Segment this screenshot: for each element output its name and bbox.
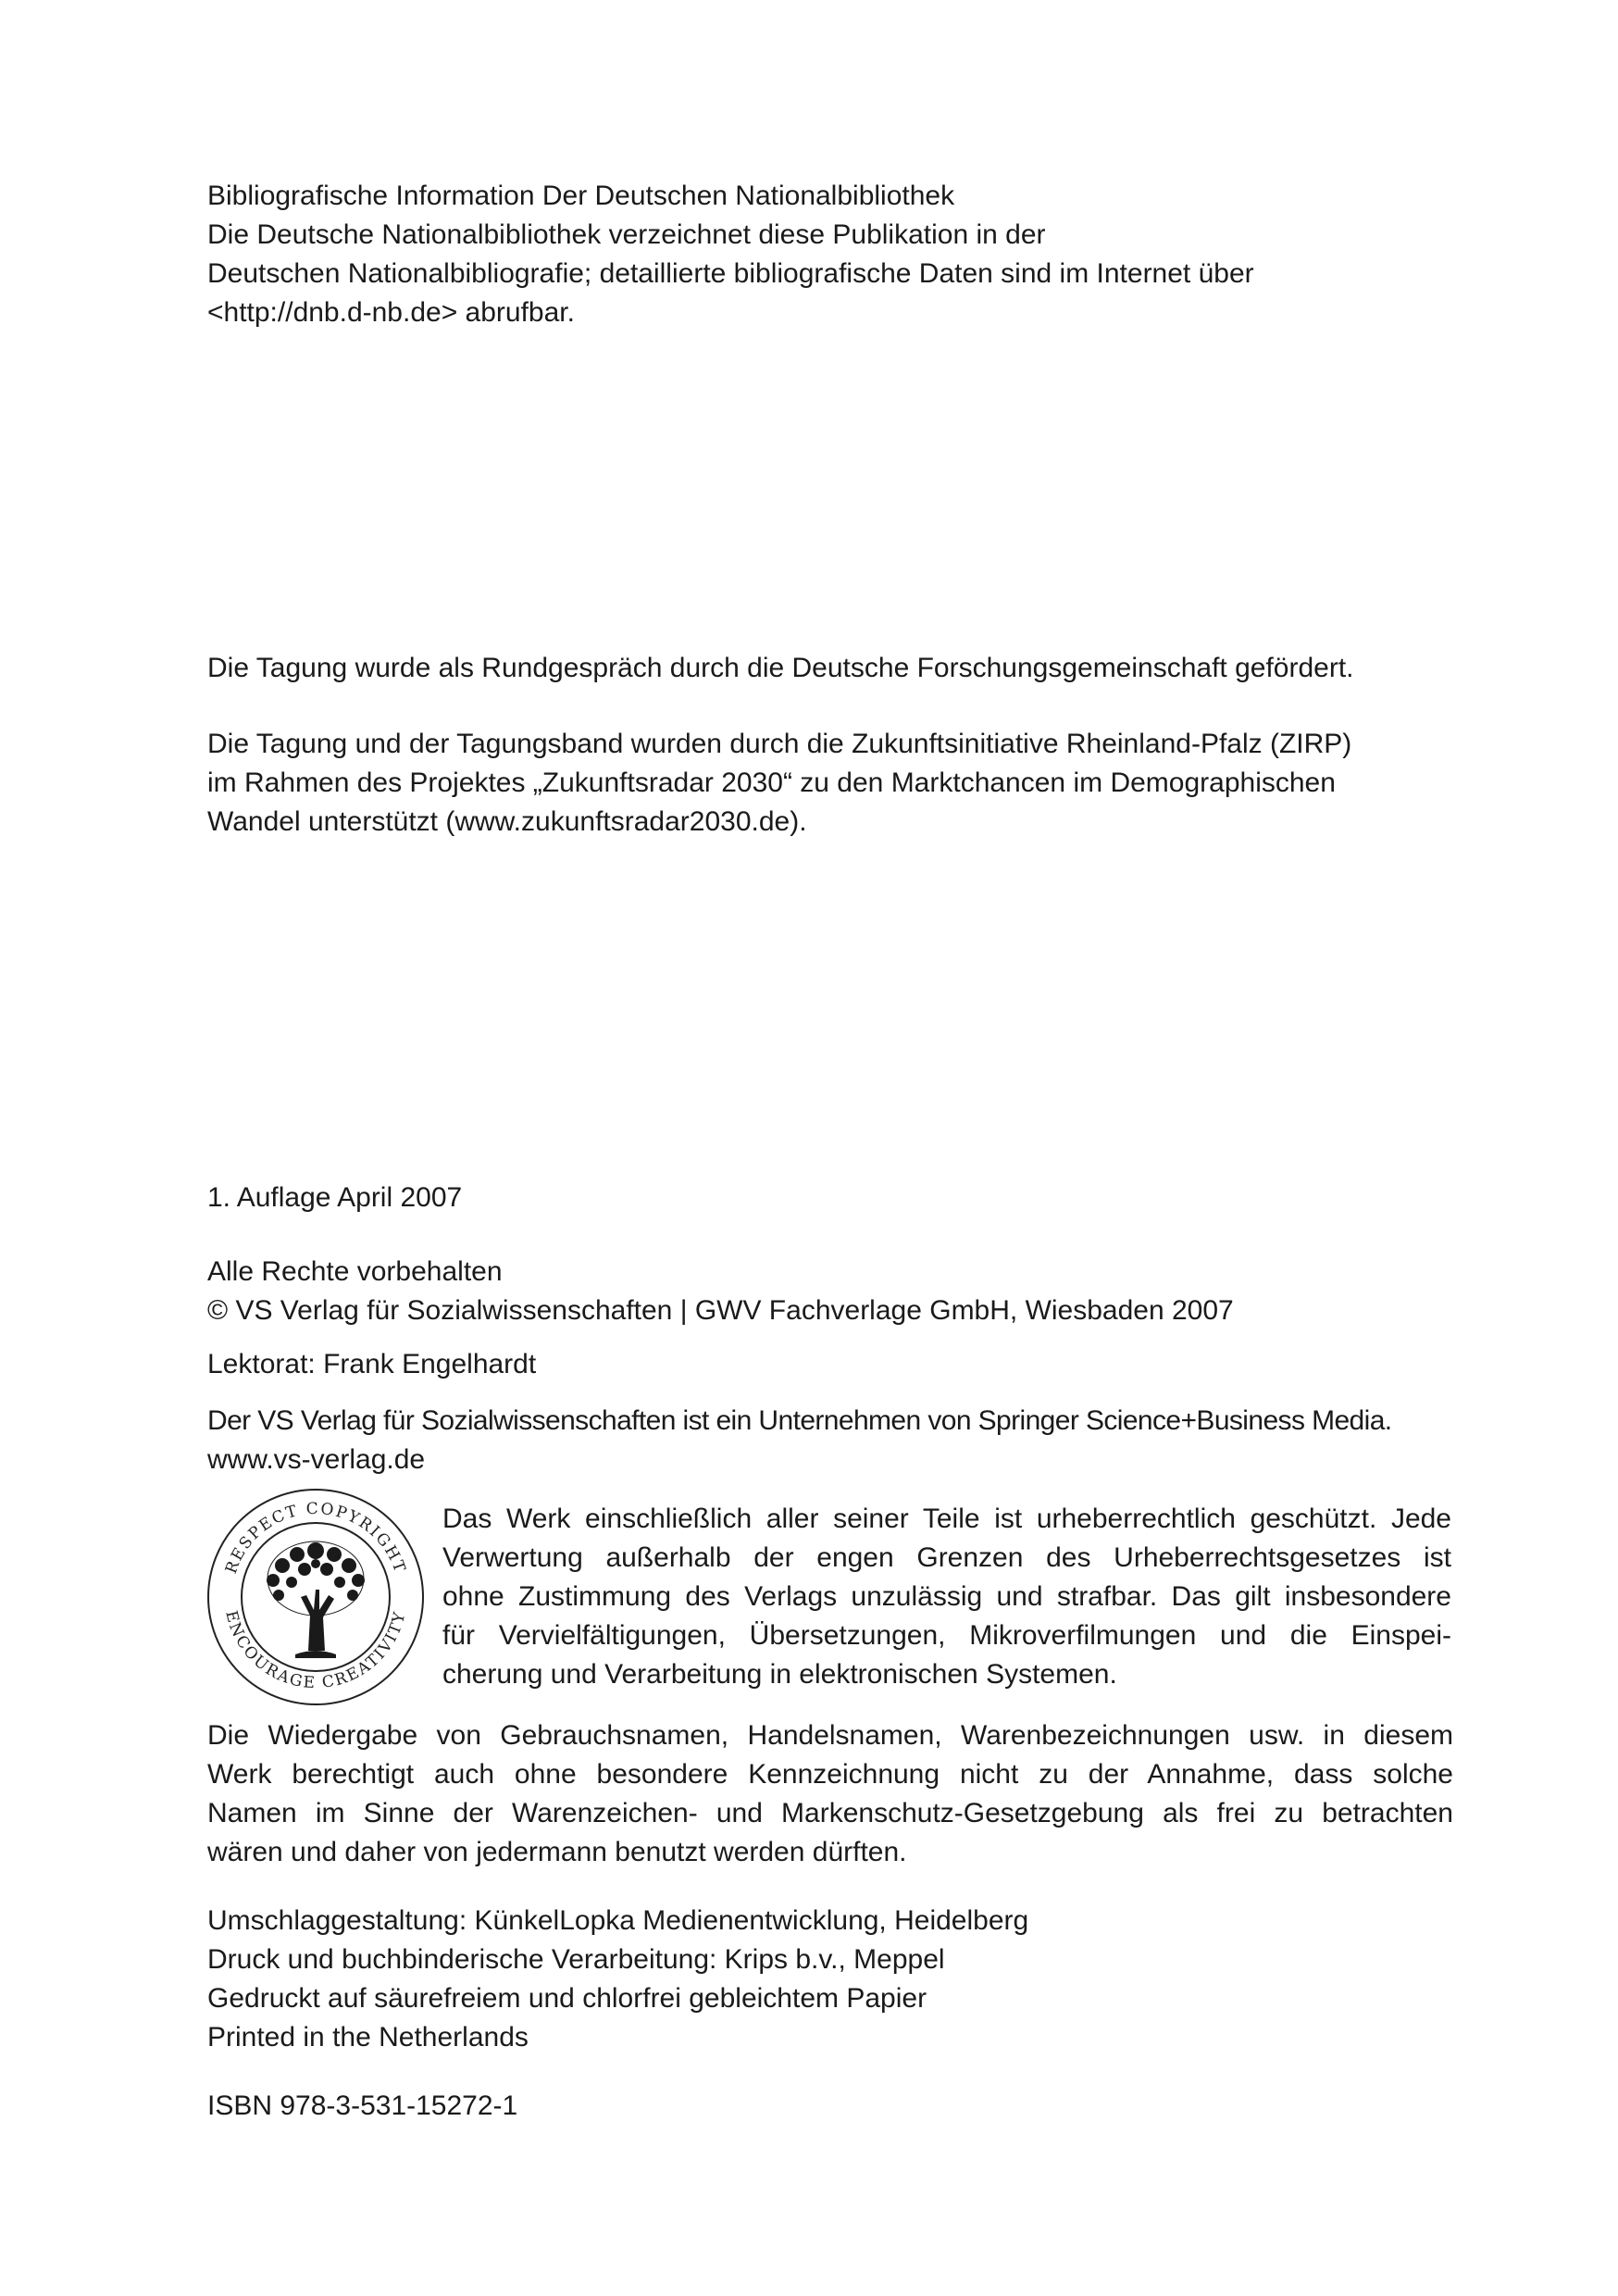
- edition-text: 1. Auflage April 2007: [207, 1182, 463, 1213]
- funding-dfg-text: Die Tagung wurde als Rundgespräch durch die Deutsche Forschungsgemeinschaft gefördert.: [207, 653, 1354, 683]
- funding-zirp-line: im Rahmen des Projektes „Zukunftsradar 2030“ zu den Marktchancen im Demographischen: [207, 767, 1336, 798]
- production-info: [207, 1902, 1475, 2057]
- funding-zirp: [207, 725, 1475, 842]
- bib-info-line: <http://dnb.d-nb.de> abrufbar.: [207, 297, 575, 328]
- editor: [207, 1345, 1475, 1384]
- trademark-notice: [207, 1716, 1453, 1872]
- copyright-notice-line: Das Werk einschließlich aller seiner Teile ist urheberrechtlich geschützt. Jede: [442, 1504, 1451, 1534]
- copyright-notice-line: Verwertung außerhalb der engen Grenzen des Urheberrechtsgesetzes ist: [442, 1542, 1451, 1573]
- funding-zirp-line: Wandel unterstützt (www.zukunftsradar2030.de).: [207, 806, 807, 837]
- bib-info-line: Deutschen Nationalbibliografie; detaillierte bibliografische Daten sind im Internet über: [207, 258, 1254, 289]
- tree-icon: [267, 1541, 365, 1658]
- copyright-notice-line: cherung und Verarbeitung in elektronischen Systemen.: [442, 1659, 1117, 1690]
- trademark-notice-line: Die Wiedergabe von Gebrauchsnamen, Handelsnamen, Warenbezeichnungen usw. in diesem: [207, 1720, 1453, 1751]
- logo-bottom-text: ENCOURAGE CREATIVITY: [221, 1608, 410, 1693]
- editor-text: Lektorat: Frank Engelhardt: [207, 1349, 537, 1379]
- copyright-notice-line: ohne Zustimmung des Verlags unzulässig und strafbar. Das gilt insbesondere: [442, 1581, 1451, 1612]
- respect-copyright-logo: [205, 1486, 427, 1708]
- bibliographic-info: [207, 177, 1475, 332]
- trademark-notice-line: Werk berechtigt auch ohne besondere Kennzeichnung nicht zu der Annahme, dass solche: [207, 1759, 1453, 1790]
- copyright-notice-line: für Vervielfältigungen, Übersetzungen, Mikroverfilmungen und die Einspei-: [442, 1620, 1451, 1651]
- trademark-notice-line: wären und daher von jedermann benutzt werden dürften.: [207, 1837, 907, 1867]
- logo-top-text: RESPECT COPYRIGHT: [221, 1499, 410, 1577]
- bib-info-line: Die Deutsche Nationalbibliothek verzeichnet diese Publikation in der: [207, 219, 1046, 250]
- funding-zirp-line: Die Tagung und der Tagungsband wurden durch die Zukunftsinitiative Rheinland-Pfalz (ZIRP): [207, 729, 1352, 759]
- publisher-line: Der VS Verlag für Sozialwissenschaften ist ein Unternehmen von Springer Science+Business Media.: [207, 1405, 1392, 1436]
- trademark-notice-line: Namen im Sinne der Warenzeichen- und Markenschutz-Gesetzgebung als frei zu betrachten: [207, 1798, 1453, 1828]
- copyright-line: © VS Verlag für Sozialwissenschaften | GWV Fachverlage GmbH, Wiesbaden 2007: [207, 1295, 1234, 1326]
- isbn-text: ISBN 978-3-531-15272-1: [207, 2090, 518, 2121]
- rights: [207, 1253, 1475, 1330]
- publisher: [207, 1402, 1475, 1479]
- edition: [207, 1179, 1475, 1217]
- production-line: Umschlaggestaltung: KünkelLopka Medienentwicklung, Heidelberg: [207, 1905, 1029, 1936]
- bib-info-line: Bibliografische Information Der Deutschen Nationalbibliothek: [207, 181, 955, 211]
- isbn: [207, 2087, 1475, 2126]
- rights-reserved: Alle Rechte vorbehalten: [207, 1256, 503, 1287]
- funding-dfg: [207, 649, 1475, 688]
- production-line: Printed in the Netherlands: [207, 2022, 529, 2053]
- copyright-notice: [442, 1500, 1451, 1694]
- publisher-url: www.vs-verlag.de: [207, 1444, 426, 1475]
- production-line: Druck und buchbinderische Verarbeitung: Krips b.v., Meppel: [207, 1944, 945, 1975]
- production-line: Gedruckt auf säurefreiem und chlorfrei gebleichtem Papier: [207, 1983, 927, 2014]
